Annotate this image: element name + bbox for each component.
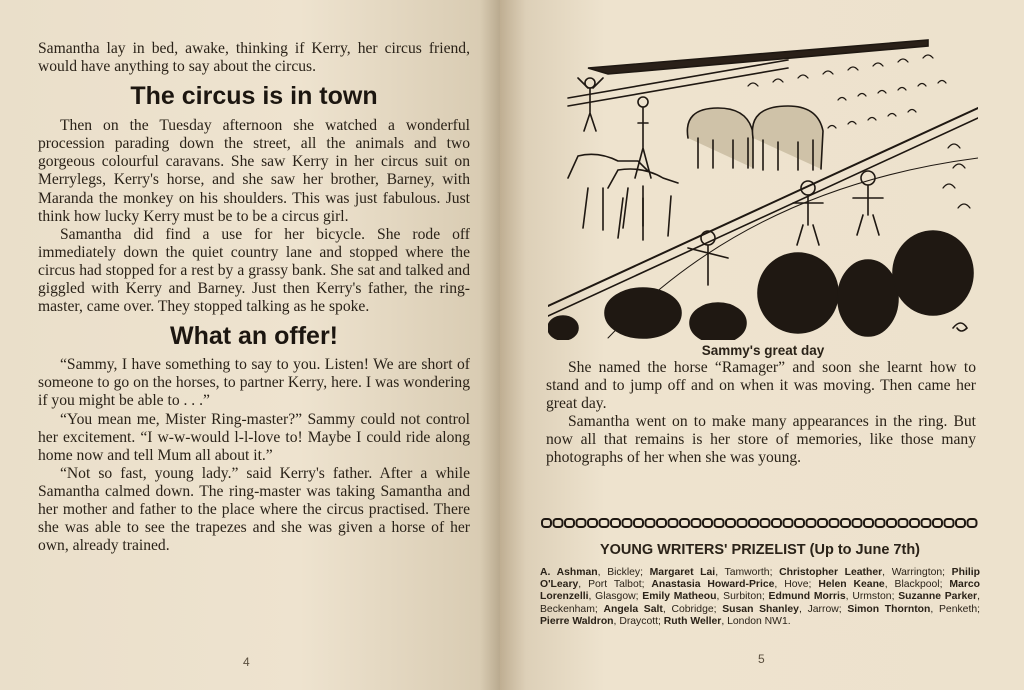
prize-winner-place: Urmston [852,591,892,603]
prize-winner-place: Surbiton [723,591,762,603]
paragraph-excitement: “You mean me, Mister Ring-master?” Sammy could not control her excitement. “I w-w-would l-l-love to! Maybe I could ride along home now and tell Mum all about it.” [38,410,470,464]
paragraph-ramager: She named the horse “Ramager” and soon she learnt how to stand and to jump off and on when it was moving. Then came her great day. [546,359,976,413]
prize-winner-name: Margaret Lai [649,567,716,578]
prize-winner-name: Marco Lorenzelli [540,579,981,603]
chain-divider [540,516,980,530]
prize-winner-place: Beckenham [540,603,595,615]
page-number-right: 5 [758,652,765,666]
chain-link [554,519,563,527]
prizelist [540,567,980,628]
chain-link [968,519,977,527]
chain-link [726,519,735,527]
illustration-caption: Sammy's great day [701,343,825,358]
chain-link [922,519,931,527]
chain-link [611,519,620,527]
page-number-left: 4 [243,655,250,669]
chain-link [795,519,804,527]
chain-link [830,519,839,527]
prize-winner-name: Christopher Leather [779,567,883,578]
prize-winner-place: Port Talbot [588,579,642,591]
chain-link [657,519,666,527]
prizelist-entry: Helen Keane, Blackpool; [818,579,950,591]
chain-link [864,519,873,527]
chain-link [807,519,816,527]
chain-link [749,519,758,527]
chain-link [646,519,655,527]
chain-link [772,519,781,527]
chain-link [899,519,908,527]
prize-winner-place: Draycott [619,615,658,627]
prize-winner-name: Simon Thornton [847,603,931,615]
chain-link [623,519,632,527]
prizelist-entry: Marco Lorenzelli, Glasgow; [540,579,981,603]
prize-winner-place: London NW1. [727,615,791,627]
left-page [0,0,500,690]
prize-winner-name: Pierre Waldron [540,615,614,627]
chain-link [703,519,712,527]
prize-winner-name: Ruth Weller [663,615,722,627]
prizelist-entry: Anastasia Howard-Price, Hove; [651,579,819,591]
circus-scene-drawing [548,40,978,340]
chain-link [956,519,965,527]
prize-winner-place: Blackpool [894,579,940,591]
chain-link [910,519,919,527]
chain-link [634,519,643,527]
prizelist-entry: Edmund Morris, Urmston; [768,591,899,603]
paragraph-not-so-fast: “Not so fast, young lady.” said Kerry's father. After a while Samantha calmed down. The ring-master was taking Samantha and her mother and father to the place where the circus practised. There she was able to see the trapezes and she was given a horse of her own, already trained. [38,464,470,555]
prize-winner-place: Bickley [607,567,641,578]
prize-winner-name: Helen Keane [818,579,885,591]
chain-link [933,519,942,527]
prizelist-entry: Emily Matheou, Surbiton; [642,591,769,603]
chain-link [715,519,724,527]
prize-winner-place: Jarrow [807,603,839,615]
chain-link [876,519,885,527]
chain-link [577,519,586,527]
paragraph-memories: Samantha went on to make many appearances in the ring. But now all that remains is her store of memories, like those many photographs of her when she was young. [546,413,976,467]
chain-link [784,519,793,527]
prize-winner-place: Warrington [891,567,943,578]
chain-link [738,519,747,527]
prizelist-entry: Angela Salt, Cobridge; [603,603,723,615]
prize-winner-place: Hove [784,579,809,591]
prize-winner-name: Anastasia Howard-Price [651,579,775,591]
prizelist-entry: Ruth Weller, London NW1. [663,615,791,627]
prizelist-entry: Christopher Leather, Warrington; [779,567,952,578]
chain-link [669,519,678,527]
right-text-column [546,359,976,468]
prizelist-entry: Margaret Lai, Tamworth; [649,567,780,578]
prizelist-entry: Philip O'Leary, Port Talbot; [540,567,980,591]
chain-link [542,519,551,527]
paragraph-offer: “Sammy, I have something to say to you. Listen! We are short of someone to go on the horses, to partner Kerry, here. I was wondering if you might be able to . . .” [38,356,470,410]
chain-link [680,519,689,527]
chain-link [887,519,896,527]
prize-winner-name: Philip O'Leary [540,567,980,591]
right-page [500,0,1024,690]
heading-circus-in-town: The circus is in town [130,82,378,111]
prizelist-entry: Suzanne Parker, Beckenham; [540,591,980,615]
paragraph-procession: Then on the Tuesday afternoon she watched a wonderful procession parading down the street, all the animals and two gorgeous colourful caravans. She saw Kerry in her circus suit on Merrylegs, Kerry's horse, and she saw her brother, Barney, with Maranda the monkey on his shoulders. This was just fabulous. Just think how lucky Kerry must be to be a circus girl. [38,117,470,225]
prize-winner-name: A. Ashman [540,567,598,578]
prize-winner-place: Cobridge [671,603,714,615]
prizelist-entry: Simon Thornton, Penketh; [847,603,981,615]
prize-winner-place: Glasgow [595,591,636,603]
prize-winner-name: Suzanne Parker [898,591,978,603]
chain-link [945,519,954,527]
circus-illustration [548,38,978,340]
prizelist-entry: Pierre Waldron, Draycott; [540,615,664,627]
chain-link [600,519,609,527]
prizelist-entry: A. Ashman, Bickley; [540,567,650,578]
chain-link [588,519,597,527]
left-text-column [38,40,470,555]
heading-what-an-offer: What an offer! [169,322,339,351]
prize-winner-name: Angela Salt [603,603,663,615]
prizelist-title: YOUNG WRITERS' PRIZELIST (Up to June 7th) [599,542,921,558]
prize-winner-name: Edmund Morris [768,591,846,603]
prize-winner-place: Penketh [938,603,978,615]
prize-winner-name: Emily Matheou [642,591,717,603]
chain-link [818,519,827,527]
prizelist-entry: Susan Shanley, Jarrow; [722,603,848,615]
chain-link [841,519,850,527]
chain-link [565,519,574,527]
chain-link [692,519,701,527]
paragraph-bicycle: Samantha did find a use for her bicycle. She rode off immediately down the quiet country lane and stopped where the circus had stopped for a rest by a grassy bank. She sat and talked and giggled with Kerry and Barney. Just then Kerry's father, the ring-master, came over. They stopped talking as he spoke. [38,225,470,316]
chain-link [853,519,862,527]
intro-paragraph: Samantha lay in bed, awake, thinking if Kerry, her circus friend, would have anything to say about the circus. [38,40,470,76]
prize-winner-place: Tamworth [724,567,770,578]
chain-link [761,519,770,527]
prize-winner-name: Susan Shanley [722,603,799,615]
